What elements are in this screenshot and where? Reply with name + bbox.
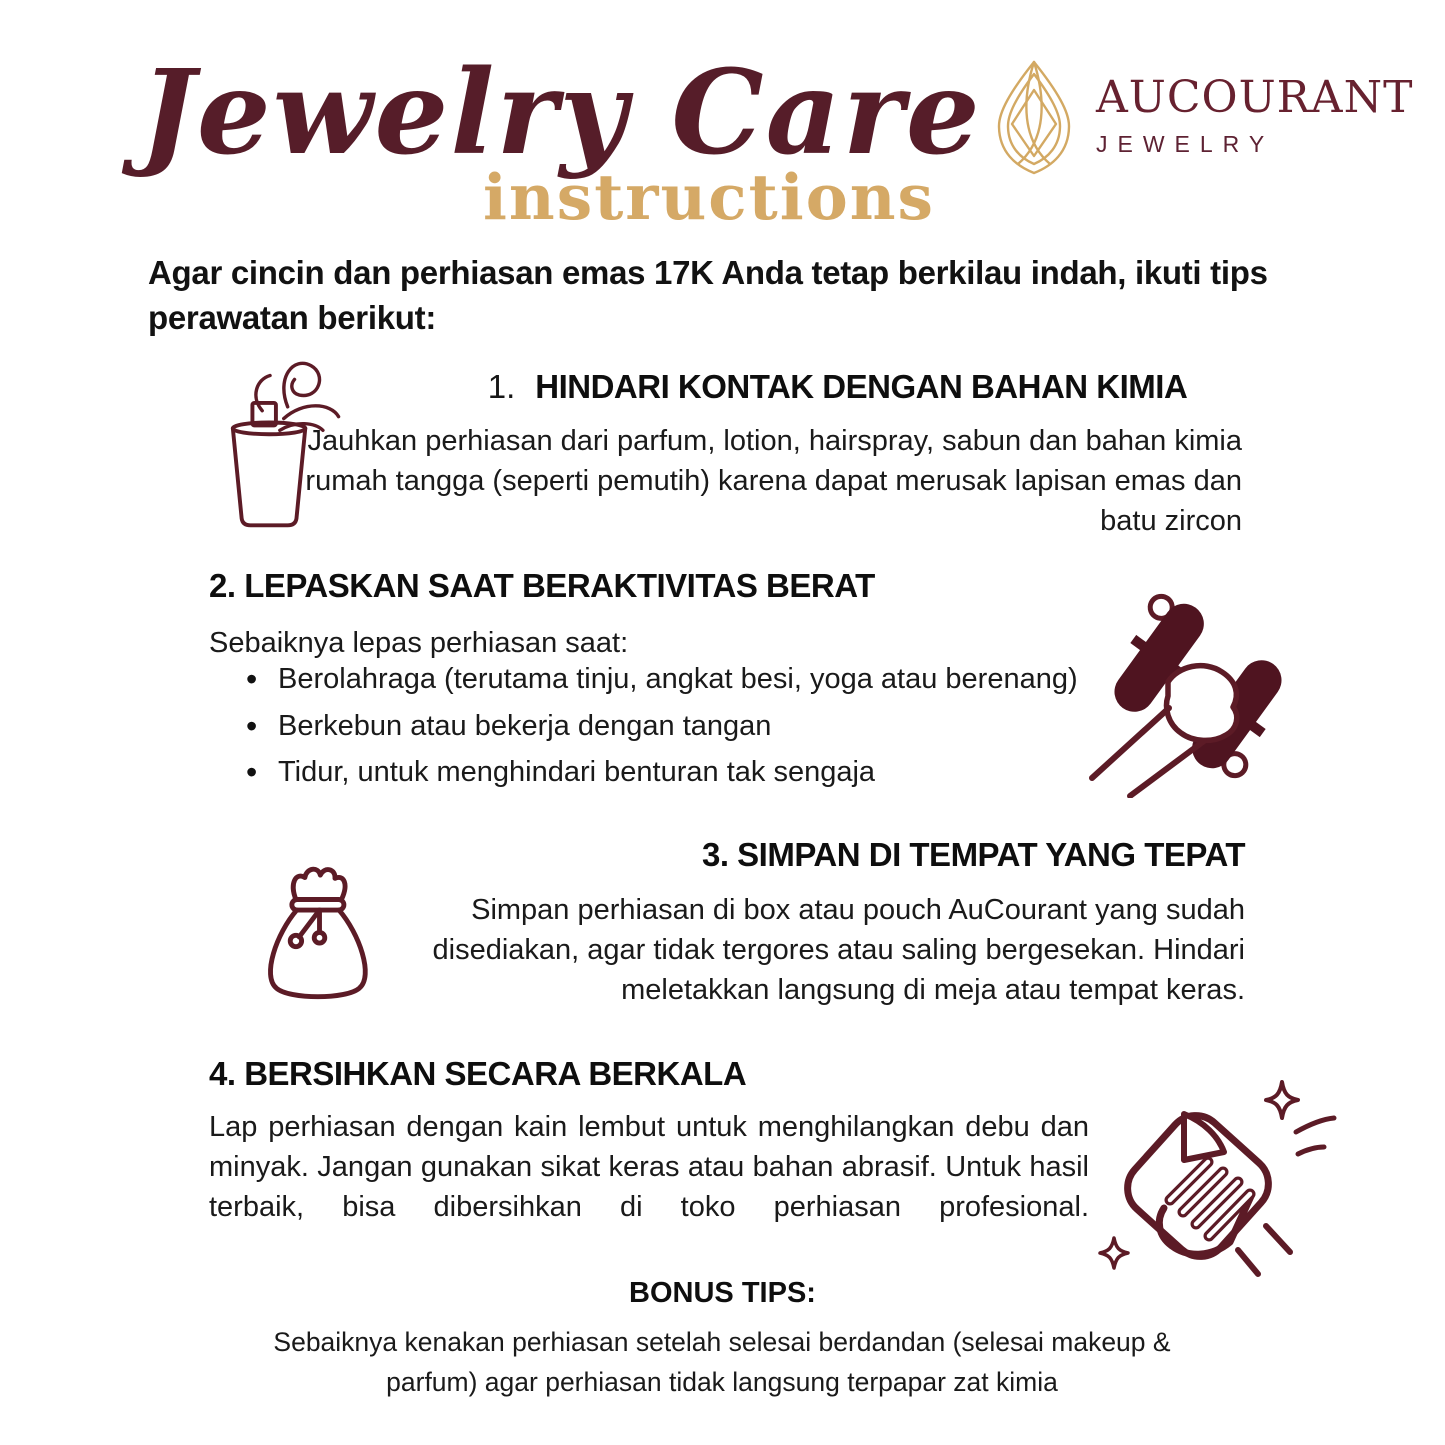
jewelry-pouch-icon	[252, 850, 374, 1010]
sparkle-icon	[1100, 1238, 1128, 1268]
section-1-number: 1.	[487, 368, 516, 405]
sparkle-icon	[1266, 1082, 1298, 1118]
intro-paragraph: Agar cincin dan perhiasan emas 17K Anda tetap berkilau indah, ikuti tips perawatan berikut:	[148, 254, 1268, 337]
page-title-script: Jewelry Care	[140, 45, 982, 181]
section-2-lead: Sebaiknya lepas perhiasan saat:	[209, 627, 629, 659]
list-item: • Berolahraga (terutama tinju, angkat besi, yoga atau berenang)	[244, 661, 1164, 699]
brand-subname: JEWELRY	[1096, 131, 1275, 158]
brand-name: AUCOURANT	[1096, 72, 1414, 123]
section-3-body: Simpan perhiasan di box atau pouch AuCourant yang sudah disediakan, agar tidak tergores atau saling bergesekan. Hindari meletakkan langsung di meja atau tempat keras.	[432, 894, 1245, 1007]
page-title-sub: instructions	[483, 160, 935, 234]
section-2-heading: 2. LEPASKAN SAAT BERAKTIVITAS BERAT	[209, 567, 875, 604]
polish-cloth-hand-icon	[1086, 1068, 1338, 1300]
hand-dumbbell-icon	[1064, 586, 1332, 798]
list-item: • Tidur, untuk menghindari benturan tak sengaja	[244, 754, 1164, 792]
gold-lotus-marquise-icon	[990, 58, 1078, 176]
list-item: • Berkebun atau bekerja dengan tangan	[244, 708, 1164, 746]
bonus-heading: BONUS TIPS:	[629, 1277, 816, 1309]
bonus-body: Sebaiknya kenakan perhiasan setelah selesai berdandan (selesai makeup & parfum) agar perhiasan tidak langsung terpapar zat kimia	[273, 1327, 1171, 1397]
section-1-heading-row	[430, 368, 1245, 406]
section-1-heading: HINDARI KONTAK DENGAN BAHAN KIMIA	[535, 368, 1188, 405]
brand-logo	[990, 58, 1413, 176]
section-2-bullet-list	[244, 661, 1164, 801]
brand-text	[1096, 58, 1413, 158]
section-4-body: Lap perhiasan dengan kain lembut untuk menghilangkan debu dan minyak. Jangan gunakan sikat keras atau bahan abrasif. Untuk hasil terbaik, bisa dibersihkan di toko perhiasan profesional.	[209, 1111, 1089, 1224]
section-3-heading: 3. SIMPAN DI TEMPAT YANG TEPAT	[701, 836, 1245, 873]
section-1-body: Jauhkan perhiasan dari parfum, lotion, hairspray, sabun dan bahan kimia rumah tangga (seperti pemutih) karena dapat merusak lapisan emas dan batu zircon	[305, 425, 1242, 538]
section-4-heading: 4. BERSIHKAN SECARA BERKALA	[209, 1055, 747, 1092]
